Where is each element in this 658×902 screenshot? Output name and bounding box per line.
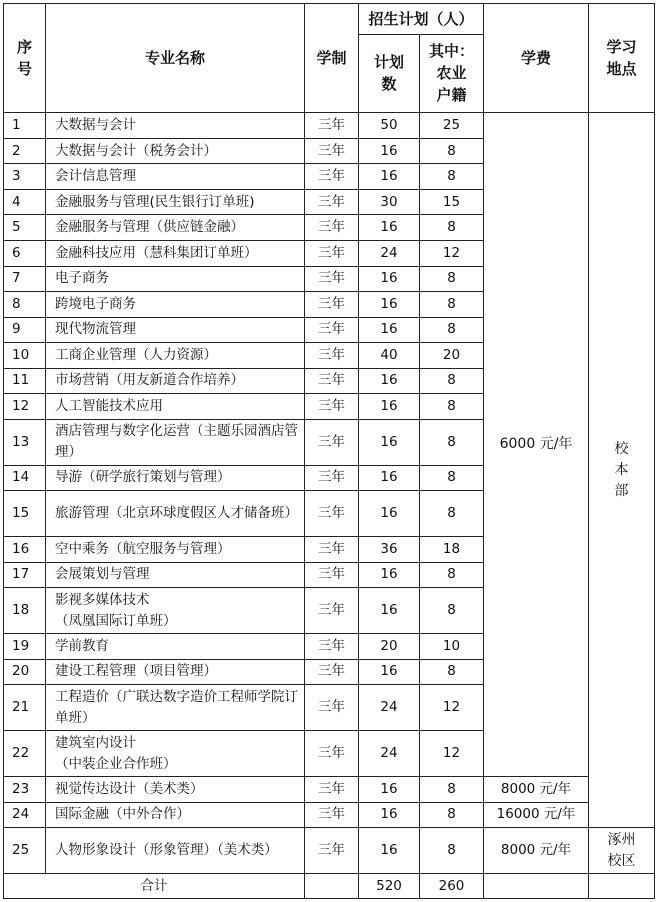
header-line: 数 bbox=[381, 75, 397, 94]
row-duration: 三年 bbox=[305, 419, 359, 465]
header-line: 地点 bbox=[606, 60, 637, 79]
row-major-name: 学前教育 bbox=[46, 634, 305, 660]
row-duration: 三年 bbox=[305, 292, 359, 318]
row-major-name: 旅游管理（北京环球度假区人才储备班） bbox=[46, 491, 305, 537]
row-plan-count: 16 bbox=[359, 588, 420, 634]
total-label: 合计 bbox=[4, 874, 305, 899]
row-plan-count: 16 bbox=[359, 394, 420, 420]
row-major-name: 市场营销（用友新道合作培养） bbox=[46, 368, 305, 394]
row-plan-count: 30 bbox=[359, 189, 420, 215]
row-agri-count: 8 bbox=[420, 777, 484, 803]
row-plan-count: 24 bbox=[359, 731, 420, 777]
row-fee: 8000 元/年 bbox=[484, 777, 589, 803]
row-major-name: 工程造价（广联达数字造价工程师学院订单班） bbox=[46, 685, 305, 731]
location-char: 本 bbox=[614, 461, 629, 478]
header-duration: 学制 bbox=[305, 4, 359, 113]
total-plan: 520 bbox=[359, 874, 420, 899]
enrollment-plan-table bbox=[3, 3, 655, 899]
row-plan-count: 16 bbox=[359, 164, 420, 190]
row-agri-count: 10 bbox=[420, 634, 484, 660]
row-plan-count: 16 bbox=[359, 802, 420, 828]
row-major-name: 人工智能技术应用 bbox=[46, 394, 305, 420]
header-name: 专业名称 bbox=[46, 4, 305, 113]
header-line: 号 bbox=[16, 60, 32, 79]
row-major-name: 金融服务与管理(民生银行订单班) bbox=[46, 189, 305, 215]
header-line: 户籍 bbox=[436, 86, 467, 105]
row-major-name: 电子商务 bbox=[46, 266, 305, 292]
row-major-name: 会展策划与管理 bbox=[46, 562, 305, 588]
row-plan-count: 16 bbox=[359, 465, 420, 491]
row-agri-count: 8 bbox=[420, 419, 484, 465]
row-major-name: 空中乘务（航空服务与管理） bbox=[46, 537, 305, 563]
row-duration: 三年 bbox=[305, 368, 359, 394]
row-agri-count: 8 bbox=[420, 215, 484, 241]
row-agri-count: 8 bbox=[420, 368, 484, 394]
row-fee: 16000 元/年 bbox=[484, 802, 589, 828]
row-major-name: 建设工程管理（项目管理） bbox=[46, 659, 305, 685]
row-plan-count: 16 bbox=[359, 419, 420, 465]
row-duration: 三年 bbox=[305, 317, 359, 343]
row-major-name: 大数据与会计 bbox=[46, 113, 305, 139]
row-plan-count: 16 bbox=[359, 491, 420, 537]
row-major-name-line2: （凤凰国际订单班） bbox=[55, 612, 177, 629]
row-agri-count: 8 bbox=[420, 465, 484, 491]
row-agri-count: 25 bbox=[420, 113, 484, 139]
row-major-name: 大数据与会计（税务会计） bbox=[46, 138, 305, 164]
row-plan-count: 50 bbox=[359, 113, 420, 139]
location-merged bbox=[589, 113, 655, 828]
row-plan-count: 40 bbox=[359, 343, 420, 369]
row-duration: 三年 bbox=[305, 189, 359, 215]
row-fee: 8000 元/年 bbox=[484, 828, 589, 874]
row-major-name: 现代物流管理 bbox=[46, 317, 305, 343]
row-number: 6 bbox=[4, 240, 46, 266]
row-number: 25 bbox=[4, 828, 46, 874]
row-plan-count: 16 bbox=[359, 828, 420, 874]
row-plan-count: 16 bbox=[359, 777, 420, 803]
row-number: 24 bbox=[4, 802, 46, 828]
row-major-name: 工商企业管理（人力资源） bbox=[46, 343, 305, 369]
row-number: 4 bbox=[4, 189, 46, 215]
row-plan-count: 16 bbox=[359, 659, 420, 685]
total-location bbox=[589, 874, 655, 899]
row-agri-count: 18 bbox=[420, 537, 484, 563]
fee-merged: 6000 元/年 bbox=[484, 113, 589, 777]
row-number: 21 bbox=[4, 685, 46, 731]
row-major-name bbox=[46, 731, 305, 777]
row-agri-count: 12 bbox=[420, 731, 484, 777]
row-number: 7 bbox=[4, 266, 46, 292]
row-duration: 三年 bbox=[305, 777, 359, 803]
row-agri-count: 8 bbox=[420, 164, 484, 190]
row-number: 20 bbox=[4, 659, 46, 685]
row-plan-count: 16 bbox=[359, 368, 420, 394]
total-fee bbox=[484, 874, 589, 899]
table-row bbox=[4, 828, 655, 874]
row-agri-count: 12 bbox=[420, 685, 484, 731]
row-duration: 三年 bbox=[305, 164, 359, 190]
row-number: 22 bbox=[4, 731, 46, 777]
header-line: 序 bbox=[16, 38, 32, 57]
row-agri-count: 8 bbox=[420, 659, 484, 685]
row-duration: 三年 bbox=[305, 828, 359, 874]
row-agri-count: 8 bbox=[420, 828, 484, 874]
row-plan-count: 16 bbox=[359, 266, 420, 292]
row-duration: 三年 bbox=[305, 240, 359, 266]
header-plan-group: 招生计划（人） bbox=[359, 4, 484, 35]
table-row bbox=[4, 777, 655, 803]
row-major-name-line2: （中装企业合作班） bbox=[55, 755, 177, 772]
row-number: 13 bbox=[4, 419, 46, 465]
row-duration: 三年 bbox=[305, 465, 359, 491]
header-line: 其中： bbox=[429, 42, 475, 61]
row-number: 2 bbox=[4, 138, 46, 164]
row-agri-count: 8 bbox=[420, 802, 484, 828]
row-duration: 三年 bbox=[305, 634, 359, 660]
row-major-name: 会计信息管理 bbox=[46, 164, 305, 190]
table-row bbox=[4, 113, 655, 139]
location-char: 校 bbox=[614, 440, 629, 457]
row-number: 8 bbox=[4, 292, 46, 318]
row-agri-count: 15 bbox=[420, 189, 484, 215]
row-number: 11 bbox=[4, 368, 46, 394]
row-major-name-line1: 影视多媒体技术 bbox=[55, 591, 150, 608]
row-major-name-line1: 建筑室内设计 bbox=[55, 734, 136, 751]
location-char: 部 bbox=[614, 482, 629, 499]
row-plan-count: 16 bbox=[359, 138, 420, 164]
row-plan-count: 16 bbox=[359, 562, 420, 588]
row-major-name: 视觉传达设计（美术类） bbox=[46, 777, 305, 803]
row-duration: 三年 bbox=[305, 588, 359, 634]
row-number: 14 bbox=[4, 465, 46, 491]
row-plan-count: 16 bbox=[359, 317, 420, 343]
row-agri-count: 12 bbox=[420, 240, 484, 266]
row-location-line1: 涿州 bbox=[607, 831, 636, 848]
row-duration: 三年 bbox=[305, 491, 359, 537]
row-plan-count: 24 bbox=[359, 240, 420, 266]
row-plan-count: 36 bbox=[359, 537, 420, 563]
table-row bbox=[4, 802, 655, 828]
row-duration: 三年 bbox=[305, 394, 359, 420]
header-line: 学习 bbox=[606, 38, 637, 57]
row-number: 23 bbox=[4, 777, 46, 803]
row-major-name: 酒店管理与数字化运营（主题乐园酒店管理） bbox=[46, 419, 305, 465]
row-number: 19 bbox=[4, 634, 46, 660]
row-number: 17 bbox=[4, 562, 46, 588]
row-major-name: 跨境电子商务 bbox=[46, 292, 305, 318]
row-agri-count: 8 bbox=[420, 266, 484, 292]
total-duration bbox=[305, 874, 359, 899]
row-duration: 三年 bbox=[305, 659, 359, 685]
row-duration: 三年 bbox=[305, 685, 359, 731]
row-duration: 三年 bbox=[305, 802, 359, 828]
row-major-name: 金融科技应用（慧科集团订单班） bbox=[46, 240, 305, 266]
header-plan-count bbox=[359, 34, 420, 113]
header-seq bbox=[4, 4, 46, 113]
row-duration: 三年 bbox=[305, 215, 359, 241]
row-number: 5 bbox=[4, 215, 46, 241]
row-agri-count: 8 bbox=[420, 394, 484, 420]
row-major-name bbox=[46, 588, 305, 634]
row-agri-count: 8 bbox=[420, 491, 484, 537]
header-location bbox=[589, 4, 655, 113]
row-number: 10 bbox=[4, 343, 46, 369]
row-major-name: 金融服务与管理（供应链金融） bbox=[46, 215, 305, 241]
row-agri-count: 8 bbox=[420, 138, 484, 164]
row-number: 1 bbox=[4, 113, 46, 139]
row-number: 15 bbox=[4, 491, 46, 537]
header-row-1 bbox=[4, 4, 655, 35]
row-duration: 三年 bbox=[305, 138, 359, 164]
header-agri bbox=[420, 34, 484, 113]
row-plan-count: 16 bbox=[359, 292, 420, 318]
row-duration: 三年 bbox=[305, 113, 359, 139]
row-major-name: 人物形象设计（形象管理）（美术类） bbox=[46, 828, 305, 874]
row-number: 18 bbox=[4, 588, 46, 634]
row-agri-count: 8 bbox=[420, 588, 484, 634]
row-plan-count: 16 bbox=[359, 215, 420, 241]
row-plan-count: 24 bbox=[359, 685, 420, 731]
row-plan-count: 20 bbox=[359, 634, 420, 660]
row-location bbox=[589, 828, 655, 874]
header-line: 计划 bbox=[373, 53, 404, 72]
row-duration: 三年 bbox=[305, 731, 359, 777]
table-body bbox=[4, 113, 655, 874]
total-row bbox=[4, 874, 655, 899]
row-duration: 三年 bbox=[305, 343, 359, 369]
row-number: 16 bbox=[4, 537, 46, 563]
row-agri-count: 8 bbox=[420, 317, 484, 343]
row-number: 3 bbox=[4, 164, 46, 190]
row-duration: 三年 bbox=[305, 266, 359, 292]
row-agri-count: 8 bbox=[420, 562, 484, 588]
total-agri: 260 bbox=[420, 874, 484, 899]
row-location-line2: 校区 bbox=[607, 852, 636, 869]
header-fee: 学费 bbox=[484, 4, 589, 113]
row-major-name: 国际金融（中外合作） bbox=[46, 802, 305, 828]
row-number: 12 bbox=[4, 394, 46, 420]
row-duration: 三年 bbox=[305, 537, 359, 563]
row-major-name: 导游（研学旅行策划与管理） bbox=[46, 465, 305, 491]
row-duration: 三年 bbox=[305, 562, 359, 588]
row-number: 9 bbox=[4, 317, 46, 343]
header-line: 农业 bbox=[436, 64, 467, 83]
row-agri-count: 8 bbox=[420, 292, 484, 318]
row-agri-count: 20 bbox=[420, 343, 484, 369]
